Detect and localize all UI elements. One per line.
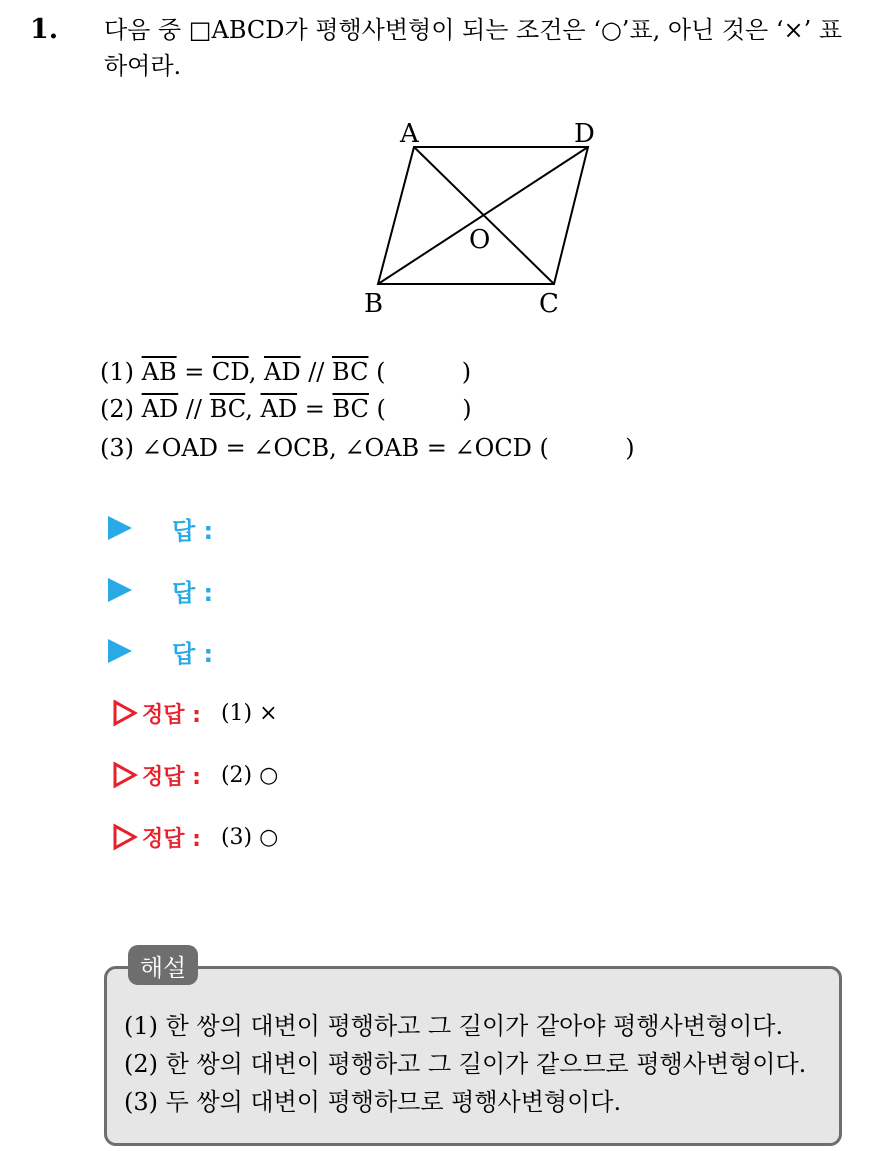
play-arrow-icon: [108, 516, 132, 540]
answer-label: 답 :: [172, 578, 214, 607]
answer-key-value: (2) ○: [220, 762, 279, 788]
outline-arrow-icon: [112, 823, 138, 851]
vertex-b-label: B: [364, 289, 384, 319]
answer-blank: ( ): [368, 358, 472, 386]
answer-row: [108, 572, 213, 608]
explanation-line: (1) 한 쌍의 대변이 평행하고 그 길이가 같아야 평행사변형이다.: [124, 1012, 784, 1040]
play-arrow-icon: [108, 578, 132, 602]
question-text: 다음 중 □ABCD가 평행사변형이 되는 조건은 ‘○’표, 아닌 것은 ‘×’ 표 하여라.: [104, 16, 843, 80]
answer-key-value: (3) ○: [220, 824, 279, 850]
answer-label: 답 :: [172, 639, 214, 668]
segment-bc: $\overline{BC}$: [332, 358, 369, 386]
segment-bc: $\overline{BC}$: [332, 395, 369, 423]
segment-cd: $\overline{CD}$: [211, 358, 249, 386]
segment-ad: $\overline{AD}$: [264, 358, 301, 386]
vertex-c-label: C: [539, 289, 559, 319]
option-3: (3) ∠OAD = ∠OCB, ∠OAB = ∠OCD ( ): [100, 434, 635, 462]
question-number: 1.: [30, 14, 59, 45]
parallelogram-figure: [350, 112, 610, 327]
option-3-text: ∠OAD = ∠OCB, ∠OAB = ∠OCD ( ): [141, 434, 635, 462]
play-arrow-icon: [108, 639, 132, 663]
answer-label: 답 :: [172, 516, 214, 545]
answer-key-row: [112, 695, 278, 731]
outline-arrow-icon: [112, 761, 138, 789]
parallelogram-diagram: [350, 112, 610, 327]
explanation-line: (2) 한 쌍의 대변이 평행하고 그 길이가 같으므로 평행사변형이다.: [124, 1050, 807, 1078]
segment-bc: $\overline{BC}$: [209, 395, 246, 423]
answer-row: [108, 633, 213, 669]
answer-key-value: (1) ×: [220, 700, 278, 726]
explanation-line: (3) 두 쌍의 대변이 평행하므로 평행사변형이다.: [124, 1088, 622, 1116]
answer-key-label: 정답 :: [142, 702, 201, 728]
explanation-title: 해설: [128, 945, 198, 985]
answer-key-label: 정답 :: [142, 826, 201, 852]
answer-key-label: 정답 :: [142, 764, 201, 790]
center-o-label: O: [469, 225, 491, 255]
segment-ad: $\overline{AD}$: [141, 395, 179, 423]
vertex-a-label: A: [400, 119, 419, 149]
segment-ab: $\overline{AB}$: [141, 358, 177, 386]
answer-key-row: [112, 819, 278, 855]
outline-arrow-icon: [112, 699, 138, 727]
option-2: (2) $\overline{AD} // \overline{BC}$, $\overline{AD} = \overline{BC}$ ( ): [100, 395, 472, 423]
option-1: (1) $\overline{AB} = \overline{CD}$, $\overline{AD} // \overline{BC}$ ( ): [100, 358, 472, 386]
vertex-d-label: D: [574, 119, 595, 149]
segment-ad: $\overline{AD}$: [260, 395, 298, 423]
answer-key-row: [112, 757, 278, 793]
answer-blank: ( ): [368, 395, 472, 423]
answer-row: [108, 510, 213, 546]
